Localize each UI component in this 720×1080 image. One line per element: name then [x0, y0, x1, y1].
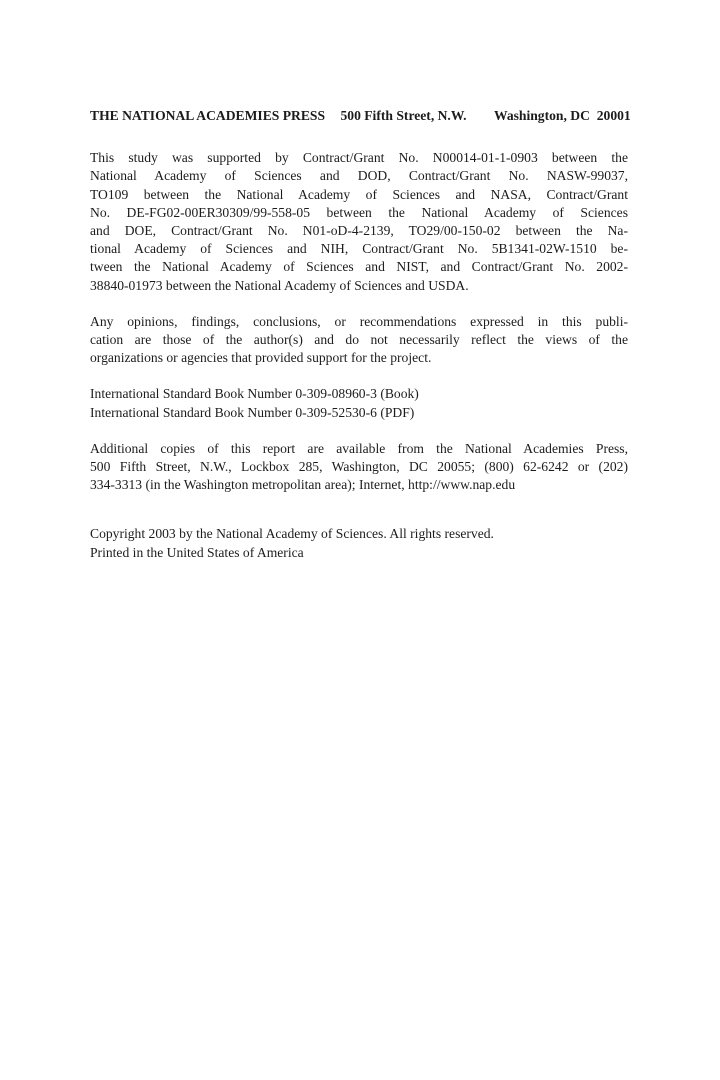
text-line: cation are those of the author(s) and do not necessarily reflect the views of the — [90, 332, 628, 348]
disclaimer-paragraph — [90, 313, 628, 368]
text-line: tional Academy of Sciences and NIH, Contract/Grant No. 5B1341-02W-1510 be- — [90, 241, 628, 257]
text-line: 38840-01973 between the National Academy of Sciences and USDA. — [90, 277, 469, 293]
page-content — [90, 107, 631, 562]
text-line: tween the National Academy of Sciences and NIST, and Contract/Grant No. 2002- — [90, 259, 628, 275]
text-line: organizations or agencies that provided support for the project. — [90, 350, 432, 366]
text-line: No. DE-FG02-00ER30309/99-558-05 between the National Academy of Sciences — [90, 204, 628, 220]
text-line: This study was supported by Contract/Grant No. N00014-01-1-0903 between the — [90, 150, 628, 166]
isbn-block — [90, 385, 628, 421]
text-line: Any opinions, findings, conclusions, or recommendations expressed in this publi- — [90, 313, 628, 329]
text-line: National Academy of Sciences and DOD, Contract/Grant No. NASW-99037, — [90, 168, 628, 184]
publisher-name: THE NATIONAL ACADEMIES PRESS — [90, 108, 326, 123]
text-line: 500 Fifth Street, N.W., Lockbox 285, Washington, DC 20055; (800) 62-6242 or (202) — [90, 459, 628, 475]
funding-paragraph — [90, 149, 628, 295]
text-line: International Standard Book Number 0-309-52530-6 (PDF) — [90, 404, 415, 420]
text-line: TO109 between the National Academy of Sciences and NASA, Contract/Grant — [90, 186, 628, 202]
text-line: and DOE, Contract/Grant No. N01-oD-4-2139, TO29/00-150-02 between the Na- — [90, 223, 628, 239]
printed-line: Printed in the United States of America — [90, 544, 304, 560]
text-line: 334-3313 (in the Washington metropolitan area); Internet, http://www.nap.edu — [90, 477, 516, 493]
publisher-header — [90, 107, 631, 125]
copyright-line: Copyright 2003 by the National Academy of Sciences. All rights reserved. — [90, 526, 494, 542]
publisher-location: Washington, DC 20001 — [493, 108, 631, 123]
text-line: International Standard Book Number 0-309-08960-3 (Book) — [90, 386, 419, 402]
availability-paragraph — [90, 440, 628, 495]
publisher-address: 500 Fifth Street, N.W. — [340, 108, 467, 123]
text-line: Additional copies of this report are available from the National Academies Press, — [90, 440, 628, 456]
